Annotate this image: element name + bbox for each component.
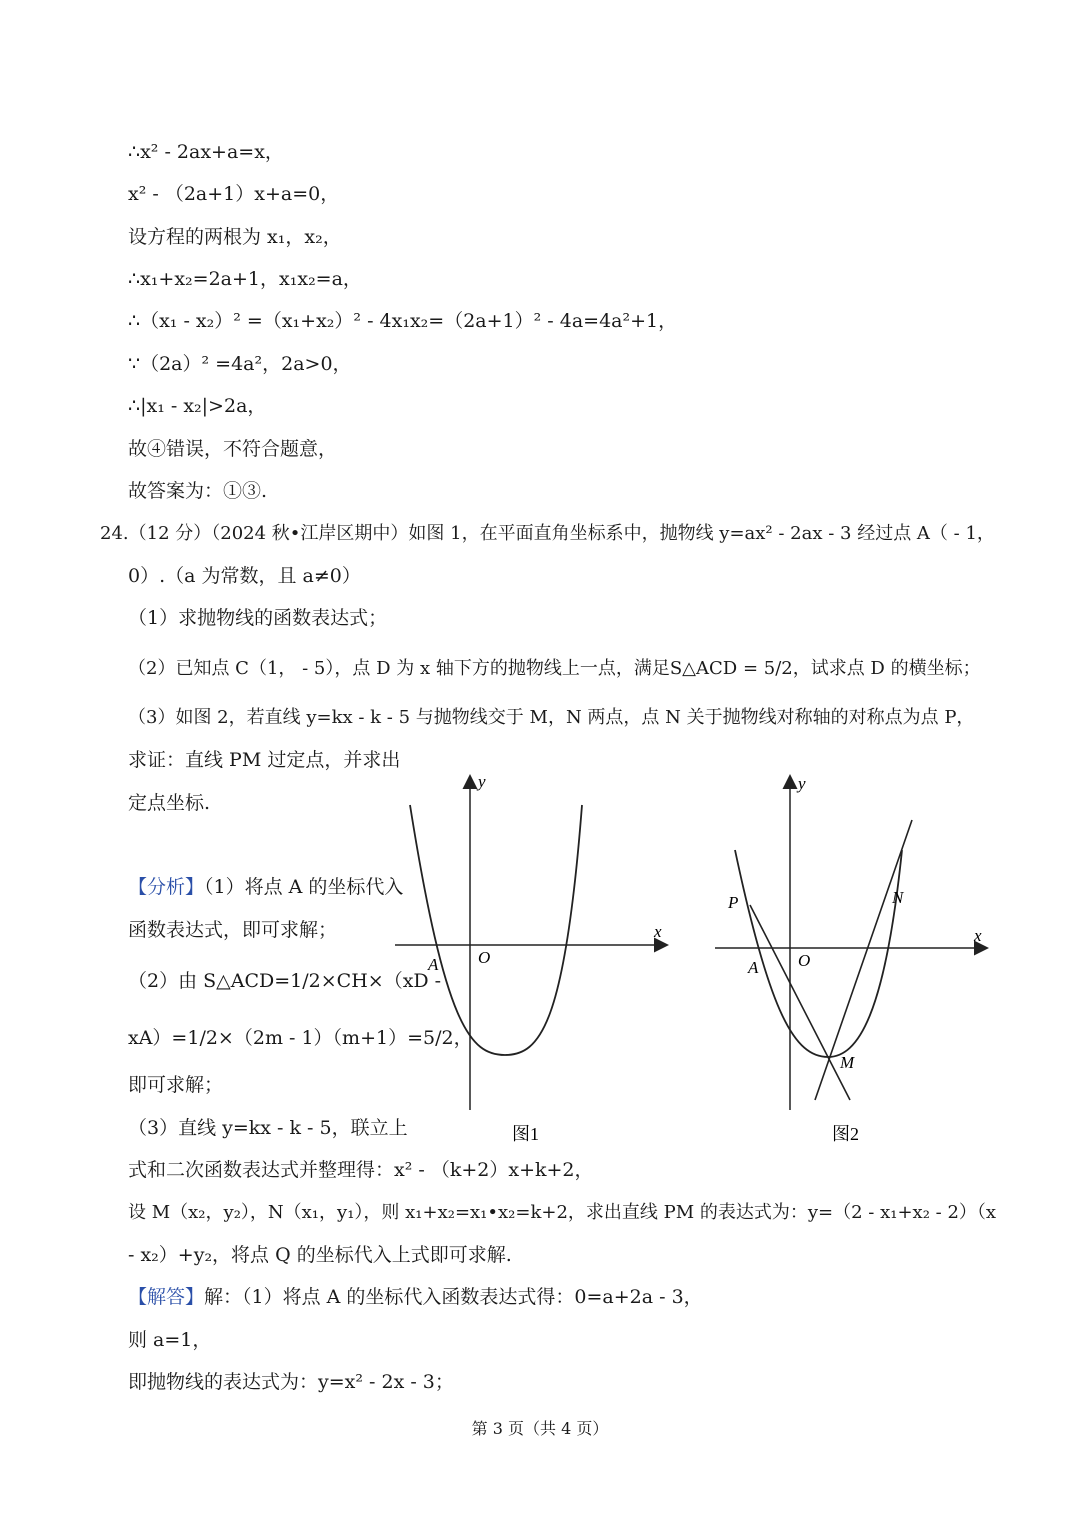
parabola bbox=[410, 805, 582, 1055]
figure-2 bbox=[710, 765, 1000, 1155]
sub-question-2: （2）已知点 C（1， - 5），点 D 为 x 轴下方的抛物线上一点，满足S△ACD = 5/2，试求点 D 的横坐标； bbox=[128, 658, 981, 679]
answer-line-2: 则 a=1， bbox=[128, 1329, 212, 1351]
text-line-4: ∴x₁+x₂=2a+1，x₁x₂=a， bbox=[128, 268, 362, 290]
text-line-15: 求证：直线 PM 过定点，并求出 bbox=[128, 749, 401, 771]
analysis-line-6: （3）直线 y=kx - k - 5，联立上 bbox=[128, 1117, 408, 1139]
analysis-line-5: 即可求解； bbox=[128, 1074, 224, 1096]
page-footer: 第 3 页（共 4 页） bbox=[471, 1419, 609, 1438]
analysis-line-3: （2）由 S△ACD=1/2×CH×（xD - bbox=[128, 970, 442, 992]
x-axis-label: x bbox=[974, 926, 982, 945]
point-a-label: A bbox=[748, 958, 759, 977]
text-line-3: 设方程的两根为 x₁，x₂， bbox=[128, 226, 342, 248]
text-line-16: 定点坐标. bbox=[128, 792, 211, 814]
text-line-8: 故④错误，不符合题意， bbox=[128, 438, 338, 460]
origin-label: O bbox=[478, 948, 491, 967]
answer-line-3: 即抛物线的表达式为：y=x² - 2x - 3； bbox=[128, 1371, 454, 1393]
y-axis-label: y bbox=[798, 774, 806, 793]
line-pm bbox=[750, 905, 850, 1100]
analysis-line-4: xA）=1/2×（2m - 1）（m+1）=5/2， bbox=[128, 1027, 473, 1049]
analysis-line-9: - x₂）+y₂，将点 Q 的坐标代入上式即可求解. bbox=[128, 1244, 512, 1266]
text-line-5: ∴（x₁ - x₂）² =（x₁+x₂）² - 4x₁x₂=（2a+1）² - 4a=4a²+1， bbox=[128, 310, 678, 332]
text-line-11: 0）.（a 为常数，且 a≠0） bbox=[128, 565, 361, 587]
figure-1 bbox=[390, 765, 680, 1155]
text-line-6: ∵（2a）² =4a²，2a>0， bbox=[128, 353, 352, 375]
point-a-label: A bbox=[428, 955, 439, 974]
text-line-9: 故答案为：①③. bbox=[128, 480, 268, 502]
answer-line-1: 【解答】解：（1）将点 A 的坐标代入函数表达式得：0=a+2a - 3， bbox=[128, 1286, 703, 1308]
line-mn bbox=[815, 820, 912, 1100]
analysis-line-2: 函数表达式，即可求解； bbox=[128, 919, 338, 941]
text-line-1: ∴x² - 2ax+a=x， bbox=[128, 141, 284, 163]
analysis-line-8: 设 M（x₂，y₂），N（x₁，y₁），则 x₁+x₂=x₁•x₂=k+2，求出直线 PM 的表达式为：y=（2 - x₁+x₂ - 2）（x bbox=[128, 1202, 997, 1223]
text-line-2: x² - （2a+1）x+a=0， bbox=[128, 183, 340, 205]
point-p-label: P bbox=[728, 893, 739, 912]
point-m-label: M bbox=[840, 1053, 855, 1072]
figure-1-caption: 图1 bbox=[512, 1124, 539, 1144]
analysis-line-1: 【分析】（1）将点 A 的坐标代入 bbox=[128, 876, 404, 898]
y-axis-label: y bbox=[478, 772, 486, 791]
sub-question-3: （3）如图 2，若直线 y=kx - k - 5 与抛物线交于 M，N 两点，点 N 关于抛物线对称轴的对称点为点 P， bbox=[128, 707, 975, 728]
figure-2-caption: 图2 bbox=[832, 1124, 859, 1144]
x-axis-label: x bbox=[654, 922, 662, 941]
question-24-header: 24.（12 分）（2024 秋•江岸区期中）如图 1，在平面直角坐标系中，抛物线 y=ax² - 2ax - 3 经过点 A（ - 1， bbox=[100, 523, 995, 544]
text-line-7: ∴|x₁ - x₂|>2a， bbox=[128, 395, 267, 417]
origin-label: O bbox=[798, 951, 811, 970]
analysis-line-7: 式和二次函数表达式并整理得：x² - （k+2）x+k+2， bbox=[128, 1159, 594, 1181]
point-n-label: N bbox=[892, 888, 904, 907]
sub-question-1: （1）求抛物线的函数表达式； bbox=[128, 607, 388, 629]
parabola bbox=[735, 850, 902, 1057]
